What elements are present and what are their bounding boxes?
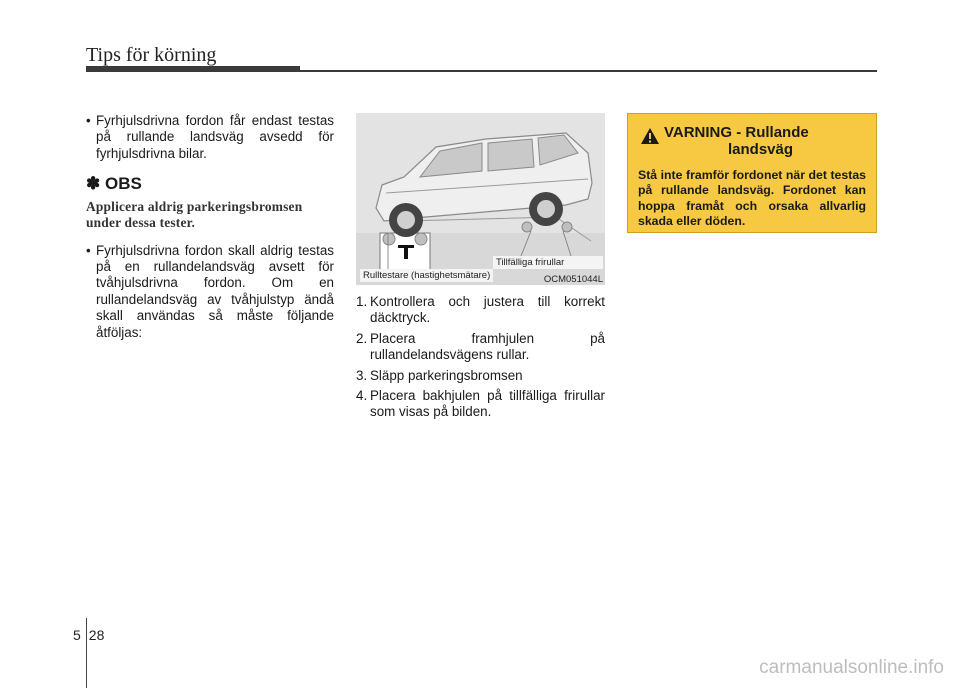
- header-rule-thin: [300, 70, 877, 72]
- procedure-steps: [356, 294, 605, 425]
- warning-title-line1: VARNING - Rullande: [664, 124, 809, 141]
- step-item: [356, 294, 605, 327]
- left-column: [86, 113, 334, 355]
- obs-title-text: OBS: [104, 174, 142, 194]
- bullet-text: Fyrhjulsdrivna fordon får endast testas på rullande landsväg avsedd för fyrhjulsdrivna bilar.: [96, 113, 334, 161]
- warning-header: [638, 124, 866, 162]
- obs-note-text: Applicera aldrig parkeringsbromsen under dessa tester.: [86, 198, 303, 230]
- page-number: [73, 627, 104, 643]
- figure-code: OCM051044L: [543, 274, 603, 285]
- bullet-item-2wd-test: [86, 243, 334, 341]
- step-text: Släpp parkeringsbromsen: [370, 367, 523, 383]
- page-number-value: 28: [88, 627, 105, 643]
- step-number: 4.: [356, 388, 368, 404]
- bullet-item-4wd-test: [86, 113, 334, 162]
- step-item: [356, 368, 605, 384]
- obs-heading: [86, 176, 334, 192]
- warning-triangle-icon: [640, 127, 660, 145]
- obs-symbol-icon: ✽: [86, 174, 101, 194]
- step-number: 2.: [356, 330, 368, 346]
- header-rule-thick: [86, 66, 300, 72]
- roller-tester-label: Rulltestare (hastighetsmätare): [360, 269, 493, 282]
- step-text: Placera framhjulen på rullandelandsvägens rullar.: [370, 330, 605, 363]
- step-item: [356, 388, 605, 421]
- step-item: [356, 331, 605, 364]
- page-header-title: Tips för körning: [86, 44, 217, 66]
- free-rollers-label: Tillfälliga frirullar: [493, 256, 603, 269]
- warning-body: Stå inte framför fordonet när det testas på rullande landsväg. Fordonet kan hoppa framåt och orsaka allvarlig skada eller döden.: [638, 168, 866, 229]
- warning-title: [664, 124, 866, 158]
- step-number: 1.: [356, 294, 368, 309]
- chapter-number: 5: [73, 627, 81, 643]
- bullet-text: Fyrhjulsdrivna fordon skall aldrig testas på en rullandelandsväg avsett för tvåhjulsdrivna fordon. Om en rullandelandsväg av tvåhjulstyp ändå skall användas så måste följande åtföljas:: [96, 242, 334, 340]
- step-number: 3.: [356, 367, 368, 383]
- vehicle-test-illustration: [356, 113, 605, 285]
- step-text: Placera bakhjulen på tillfälliga frirullar som visas på bilden.: [370, 388, 605, 420]
- warning-box: [627, 113, 877, 233]
- step-text: Kontrollera och justera till korrekt däcktryck.: [370, 294, 605, 326]
- bullet-dot: •: [86, 242, 91, 258]
- warning-title-line2: landsväg: [728, 141, 794, 158]
- watermark-text: carmanualsonline.info: [759, 657, 944, 678]
- bullet-dot: •: [86, 113, 91, 128]
